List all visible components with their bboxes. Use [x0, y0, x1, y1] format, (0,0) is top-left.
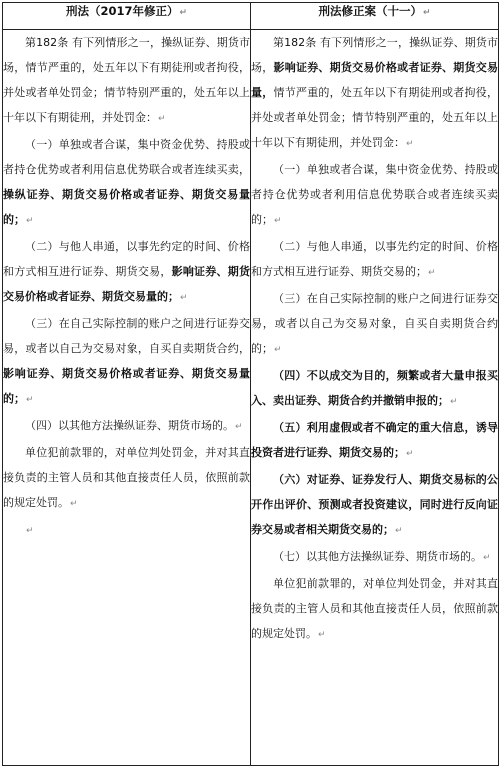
right-header-text: 刑法修正案（十一）: [318, 4, 422, 18]
left-column-header: [3, 3, 251, 30]
paragraph-text: （一）单独或者合谋，集中资金优势、持股或者持仓优势或者利用信息优势联合或者连续买卖的；: [251, 163, 498, 226]
left-paragraph: [3, 30, 250, 132]
right-column-header: [251, 3, 499, 30]
right-paragraph: [251, 544, 498, 571]
paragraph-text: （二）与他人串通，以事先约定的时间、价格和方式相互进行证券、期货交易的；: [251, 240, 498, 278]
body-row: [3, 30, 499, 766]
comparison-table: [2, 2, 499, 766]
emphasized-text: 影响证券、期货交易价格或者证券、期货交易量的；: [3, 265, 251, 303]
right-paragraph: [251, 363, 498, 415]
right-column-cell: [251, 30, 499, 766]
left-paragraph: [3, 234, 250, 311]
left-header-text: 刑法（2017年修正）: [65, 4, 179, 18]
paragraph-text: （二）与他人串通，以事先约定的时间、价格和方式相互进行证券、期货交易，: [3, 240, 250, 278]
header-row: [3, 3, 499, 30]
paragraph-mark-icon: ↵: [158, 114, 166, 124]
left-paragraph: [3, 517, 250, 544]
emphasized-text: （四）不以成交为目的，频繁或者大量申报买入、卖出证券、期货合约并撤销申报的；: [251, 369, 498, 407]
paragraph-text: 单位犯前款罪的，对单位判处罚金，并对其直接负责的主管人员和其他直接责任人员，依照前款的规定处罚。: [251, 577, 498, 640]
left-paragraph: [3, 311, 250, 413]
paragraph-mark-icon: ↵: [70, 499, 78, 509]
paragraph-mark-icon: ↵: [26, 395, 34, 405]
paragraph-text: （一）单独或者合谋，集中资金优势、持股或者持仓优势或者利用信息优势联合或者连续买卖，: [3, 138, 250, 176]
emphasized-text: （五）利用虚假或者不确定的重大信息，诱导投资者进行证券、期货交易的；: [251, 421, 498, 459]
paragraph-mark-icon: ↵: [274, 345, 282, 355]
paragraph-text: （七）以其他方法操纵证券、期货市场的。: [273, 550, 482, 563]
paragraph-text: 第182条 有下列情形之一，操纵证券、期货市场，: [251, 36, 498, 74]
right-paragraph: [251, 234, 498, 286]
emphasized-text: 操纵证券、期货交易价格或者证券、期货交易量的；: [3, 188, 250, 226]
left-column-cell: [3, 30, 251, 766]
emphasized-text: 影响证券、期货交易价格或者证券、期货交易量的；: [3, 367, 250, 405]
right-paragraph: [251, 30, 498, 157]
paragraph-mark-icon: ↵: [406, 449, 414, 459]
paragraph-mark-icon: ↵: [26, 526, 34, 536]
emphasized-text: （六）对证券、证券发行人、期货交易标的公开作出评价、预测或者投资建议，同时进行反向证券交易或者相关期货交易的；: [251, 473, 498, 536]
right-paragraph: [251, 415, 498, 467]
paragraph-text: （三）在自己实际控制的账户之间进行证券交易，或者以自己为交易对象，自买自卖期货合约，: [3, 317, 250, 355]
right-paragraph: [251, 286, 498, 363]
left-paragraph: [3, 440, 250, 517]
right-paragraph: [251, 157, 498, 234]
paragraph-mark-icon: ↵: [26, 216, 34, 226]
right-paragraph: [251, 467, 498, 544]
paragraph-mark-icon: ↵: [318, 630, 326, 640]
paragraph-mark-icon: ↵: [483, 553, 491, 563]
left-paragraph: [3, 132, 250, 234]
paragraph-mark-icon: ↵: [395, 526, 403, 536]
paragraph-mark-icon: ↵: [422, 8, 431, 18]
paragraph-mark-icon: ↵: [180, 293, 188, 303]
paragraph-text: 单位犯前款罪的，对单位判处罚金，并对其直接负责的主管人员和其他直接责任人员，依照前款的规定处罚。: [3, 446, 250, 509]
paragraph-text: 情节严重的，处五年以下有期徒刑或者拘役，并处或者单处罚金；情节特别严重的，处五年以上十年以下有期徒刑，并处罚金：: [251, 86, 499, 149]
paragraph-mark-icon: ↵: [179, 8, 188, 18]
right-paragraph: [251, 571, 498, 648]
paragraph-mark-icon: ↵: [274, 216, 282, 226]
paragraph-text: （三）在自己实际控制的账户之间进行证券交易，或者以自己为交易对象，自买自卖期货合约的；: [251, 292, 498, 355]
paragraph-mark-icon: ↵: [406, 139, 414, 149]
paragraph-mark-icon: ↵: [450, 397, 458, 407]
paragraph-text: （四）以其他方法操纵证券、期货市场的。: [25, 419, 234, 432]
paragraph-mark-icon: ↵: [428, 268, 436, 278]
paragraph-text: 第182条 有下列情形之一，操纵证券、期货市场，情节严重的，处五年以下有期徒刑或者拘役，并处或者单处罚金；情节特别严重的，处五年以上十年以下有期徒刑，并处罚金：: [3, 36, 250, 124]
left-paragraph: [3, 413, 250, 440]
emphasized-text: 影响证券、期货交易价格或者证券、期货交易量，: [251, 61, 499, 99]
paragraph-mark-icon: ↵: [235, 422, 243, 432]
